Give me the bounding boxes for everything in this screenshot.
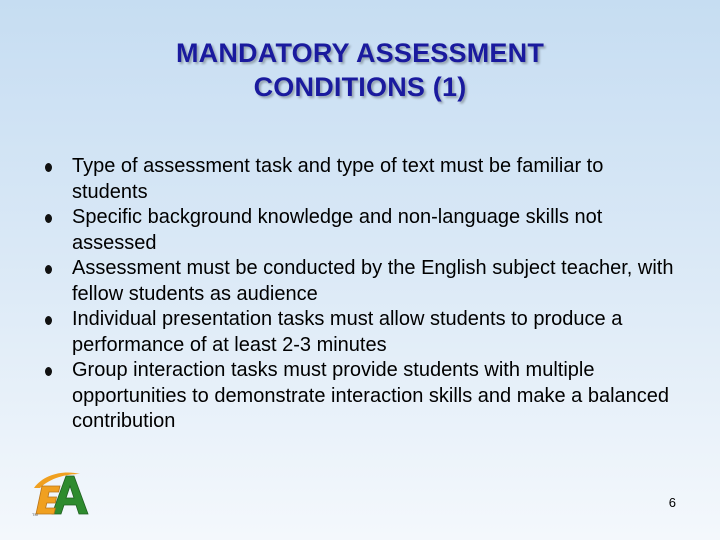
slide-title — [0, 36, 720, 104]
ea-logo-icon — [30, 468, 92, 518]
bullet-item — [44, 358, 674, 435]
svg-text:TM: TM — [32, 512, 38, 517]
bullet-text: Assessment must be conducted by the English subject teacher, with fellow students as audience — [72, 257, 674, 305]
page-number: 6 — [668, 495, 676, 510]
bullet-dot-icon — [45, 265, 52, 274]
bullet-text: Individual presentation tasks must allow students to produce a performance of at least 2-3 minutes — [72, 308, 623, 356]
bullet-text: Group interaction tasks must provide students with multiple opportunities to demonstrate interaction skills and make a balanced contribution — [72, 359, 670, 432]
bullet-item — [44, 154, 674, 205]
bullet-dot-icon — [45, 163, 52, 172]
bullet-dot-icon — [45, 316, 52, 325]
bullet-list — [44, 154, 674, 435]
bullet-item — [44, 307, 674, 358]
bullet-dot-icon — [45, 214, 52, 223]
bullet-item — [44, 256, 674, 307]
bullet-text: Specific background knowledge and non-language skills not assessed — [72, 206, 603, 254]
bullet-text: Type of assessment task and type of text must be familiar to students — [72, 155, 604, 203]
bullet-item — [44, 205, 674, 256]
bullet-dot-icon — [45, 367, 52, 376]
title-line-1: MANDATORY ASSESSMENT — [175, 38, 545, 68]
title-line-2: CONDITIONS (1) — [253, 72, 467, 102]
